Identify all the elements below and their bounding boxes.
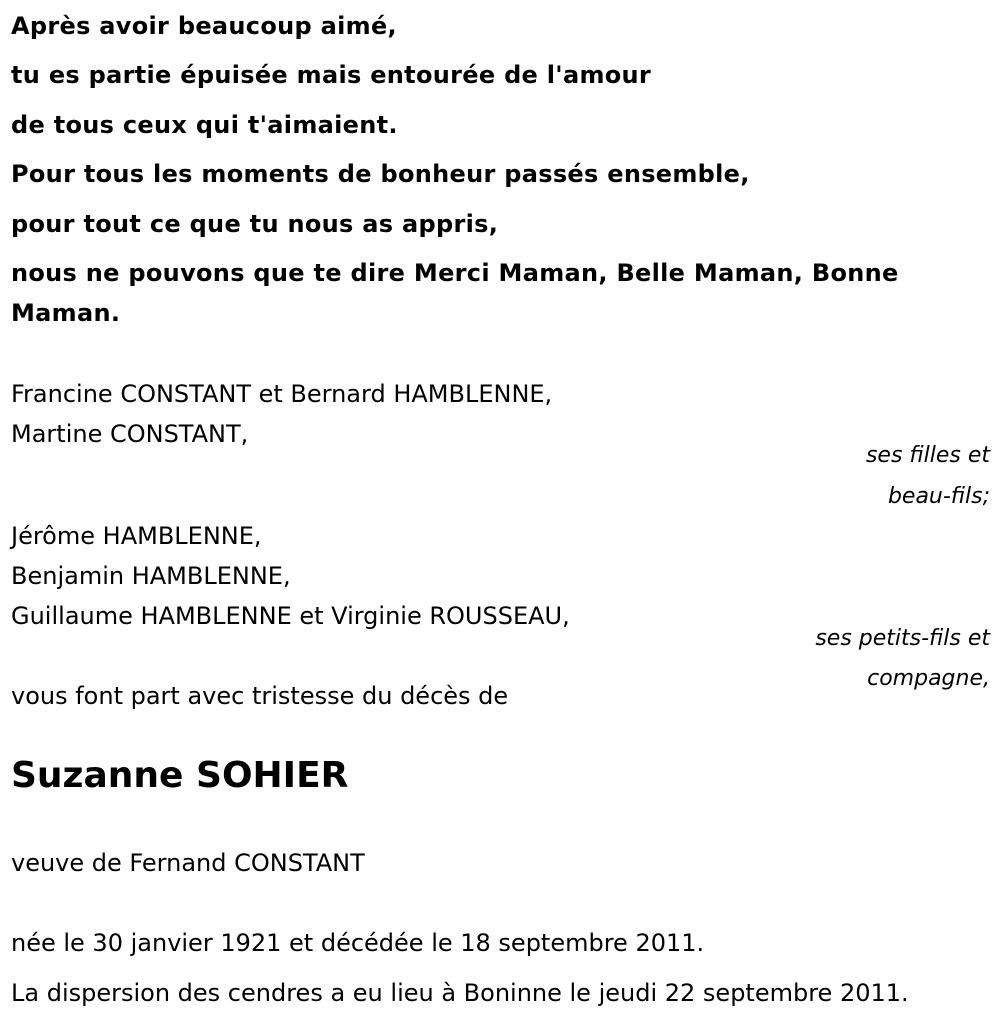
daughter-line-2: Martine CONSTANT, — [11, 420, 249, 448]
daughters-relation-2: beau-fils; — [887, 484, 990, 509]
daughter-line-1: Francine CONSTANT et Bernard HAMBLENNE, — [11, 380, 553, 408]
deceased-name: Suzanne SOHIER — [11, 755, 349, 796]
announcement-text: vous font part avec tristesse du décès de — [11, 682, 509, 710]
poem-line-4: Pour tous les moments de bonheur passés ensemble, — [11, 160, 750, 188]
poem-line-1: Après avoir beaucoup aimé, — [11, 12, 397, 40]
poem-line-5: pour tout ce que tu nous as appris, — [11, 210, 499, 238]
poem-line-2: tu es partie épuisée mais entourée de l'amour — [11, 61, 652, 89]
grandchildren-relation-2: compagne, — [867, 666, 990, 691]
poem-line-6: nous ne pouvons que te dire Merci Maman, Belle Maman, Bonne — [11, 259, 899, 287]
grandchild-line-3: Guillaume HAMBLENNE et Virginie ROUSSEAU, — [11, 602, 570, 630]
birth-death-dates: née le 30 janvier 1921 et décédée le 18 septembre 2011. — [11, 929, 705, 957]
grandchild-line-1: Jérôme HAMBLENNE, — [11, 522, 262, 550]
daughters-relation-1: ses filles et — [865, 443, 990, 468]
widow-of-text: veuve de Fernand CONSTANT — [11, 849, 365, 877]
ceremony-text: La dispersion des cendres a eu lieu à Boninne le jeudi 22 septembre 2011. — [11, 979, 909, 1007]
grandchild-line-2: Benjamin HAMBLENNE, — [11, 562, 291, 590]
poem-line-3: de tous ceux qui t'aimaient. — [11, 111, 398, 139]
poem-line-6-continued: Maman. — [11, 299, 121, 327]
grandchildren-relation-1: ses petits-fils et — [815, 626, 990, 651]
